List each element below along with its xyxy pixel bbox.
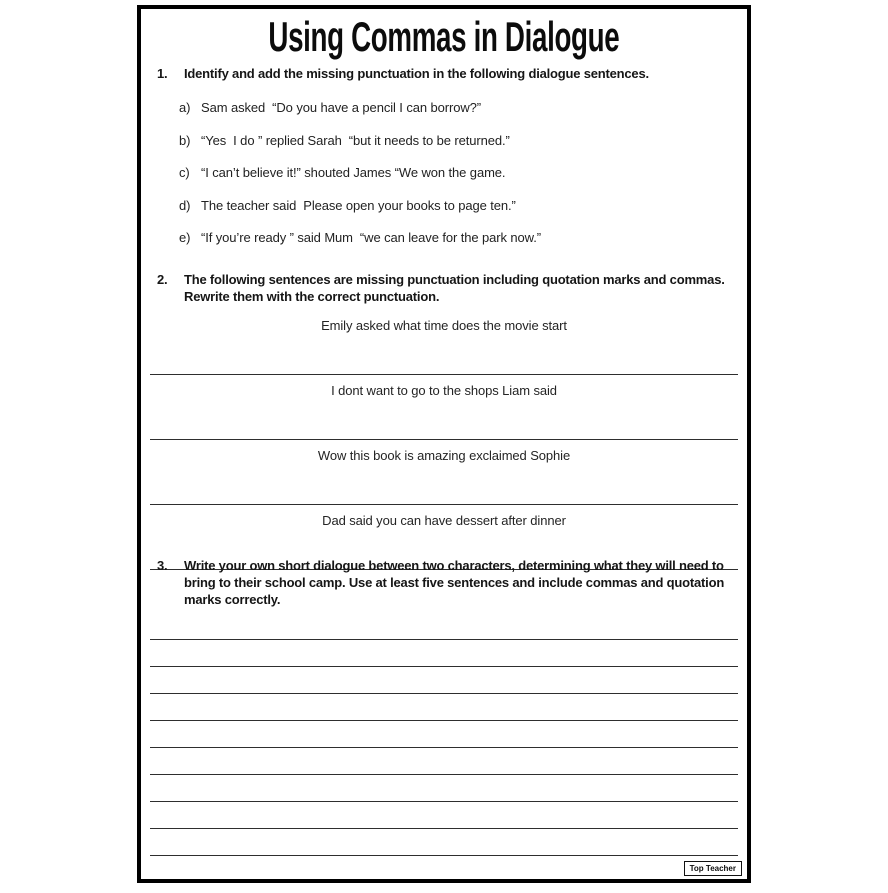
dialogue-item-c bbox=[179, 166, 731, 179]
rewrite-sentence-2: I dont want to go to the shops Liam said bbox=[331, 383, 557, 398]
dialogue-item-b-text: “Yes I do ” replied Sarah “but it needs to be returned.” bbox=[201, 132, 510, 148]
dialogue-item-a-label: a) bbox=[179, 100, 191, 115]
question-2-rewrite-list bbox=[150, 310, 738, 570]
question-1-header bbox=[157, 65, 731, 82]
rewrite-sentence-4: Dad said you can have dessert after dinner bbox=[322, 513, 566, 528]
dialogue-item-e bbox=[179, 231, 731, 244]
worksheet-page bbox=[137, 5, 751, 883]
dialogue-item-a-text: Sam asked “Do you have a pencil I can borrow?” bbox=[201, 100, 481, 115]
writing-line bbox=[150, 775, 738, 802]
question-2-instruction: The following sentences are missing punctuation including quotation marks and commas. Rewrite them with the correct punctuation. bbox=[184, 272, 725, 304]
question-1-instruction: Identify and add the missing punctuation in the following dialogue sentences. bbox=[184, 66, 649, 81]
rewrite-item-2 bbox=[150, 375, 738, 440]
rewrite-sentence-3: Wow this book is amazing exclaimed Sophie bbox=[317, 448, 571, 463]
question-3-writing-area bbox=[150, 609, 738, 856]
dialogue-item-b-label: b) bbox=[179, 132, 191, 148]
rewrite-item-1 bbox=[150, 310, 738, 375]
question-3-instruction: Write your own short dialogue between two characters, determining what they will need to bring to their school camp. Use at least five sentences and include commas and quotation marks correctly. bbox=[184, 558, 725, 607]
question-3-header bbox=[157, 557, 731, 608]
question-1-number: 1. bbox=[157, 66, 168, 81]
writing-line bbox=[150, 640, 738, 667]
dialogue-item-e-text: “If you’re ready ” said Mum “we can leave for the park now.” bbox=[201, 230, 541, 245]
question-3-number: 3. bbox=[157, 558, 168, 573]
writing-line bbox=[150, 667, 738, 694]
writing-line bbox=[150, 721, 738, 748]
writing-line bbox=[150, 748, 738, 775]
dialogue-item-d-text: The teacher said Please open your books to page ten.” bbox=[201, 197, 516, 213]
dialogue-item-d bbox=[179, 199, 731, 212]
dialogue-item-c-text: “I can’t believe it!” shouted James “We won the game. bbox=[201, 165, 506, 180]
dialogue-item-d-label: d) bbox=[179, 197, 191, 213]
rewrite-item-3 bbox=[150, 440, 738, 505]
page-title: Using Commas in Dialogue bbox=[268, 13, 620, 60]
writing-line bbox=[150, 609, 738, 640]
dialogue-item-a bbox=[179, 101, 731, 114]
dialogue-item-c-label: c) bbox=[179, 165, 190, 180]
title-area bbox=[141, 15, 747, 59]
rewrite-sentence-1: Emily asked what time does the movie start bbox=[321, 318, 567, 333]
question-2-number: 2. bbox=[157, 272, 168, 287]
dialogue-item-e-label: e) bbox=[179, 230, 191, 245]
writing-line bbox=[150, 694, 738, 721]
writing-line bbox=[150, 802, 738, 829]
question-2-header bbox=[157, 271, 731, 305]
dialogue-item-b bbox=[179, 134, 731, 147]
question-1-items bbox=[179, 101, 731, 264]
writing-line bbox=[150, 829, 738, 856]
top-teacher-logo: Top Teacher bbox=[684, 861, 742, 876]
